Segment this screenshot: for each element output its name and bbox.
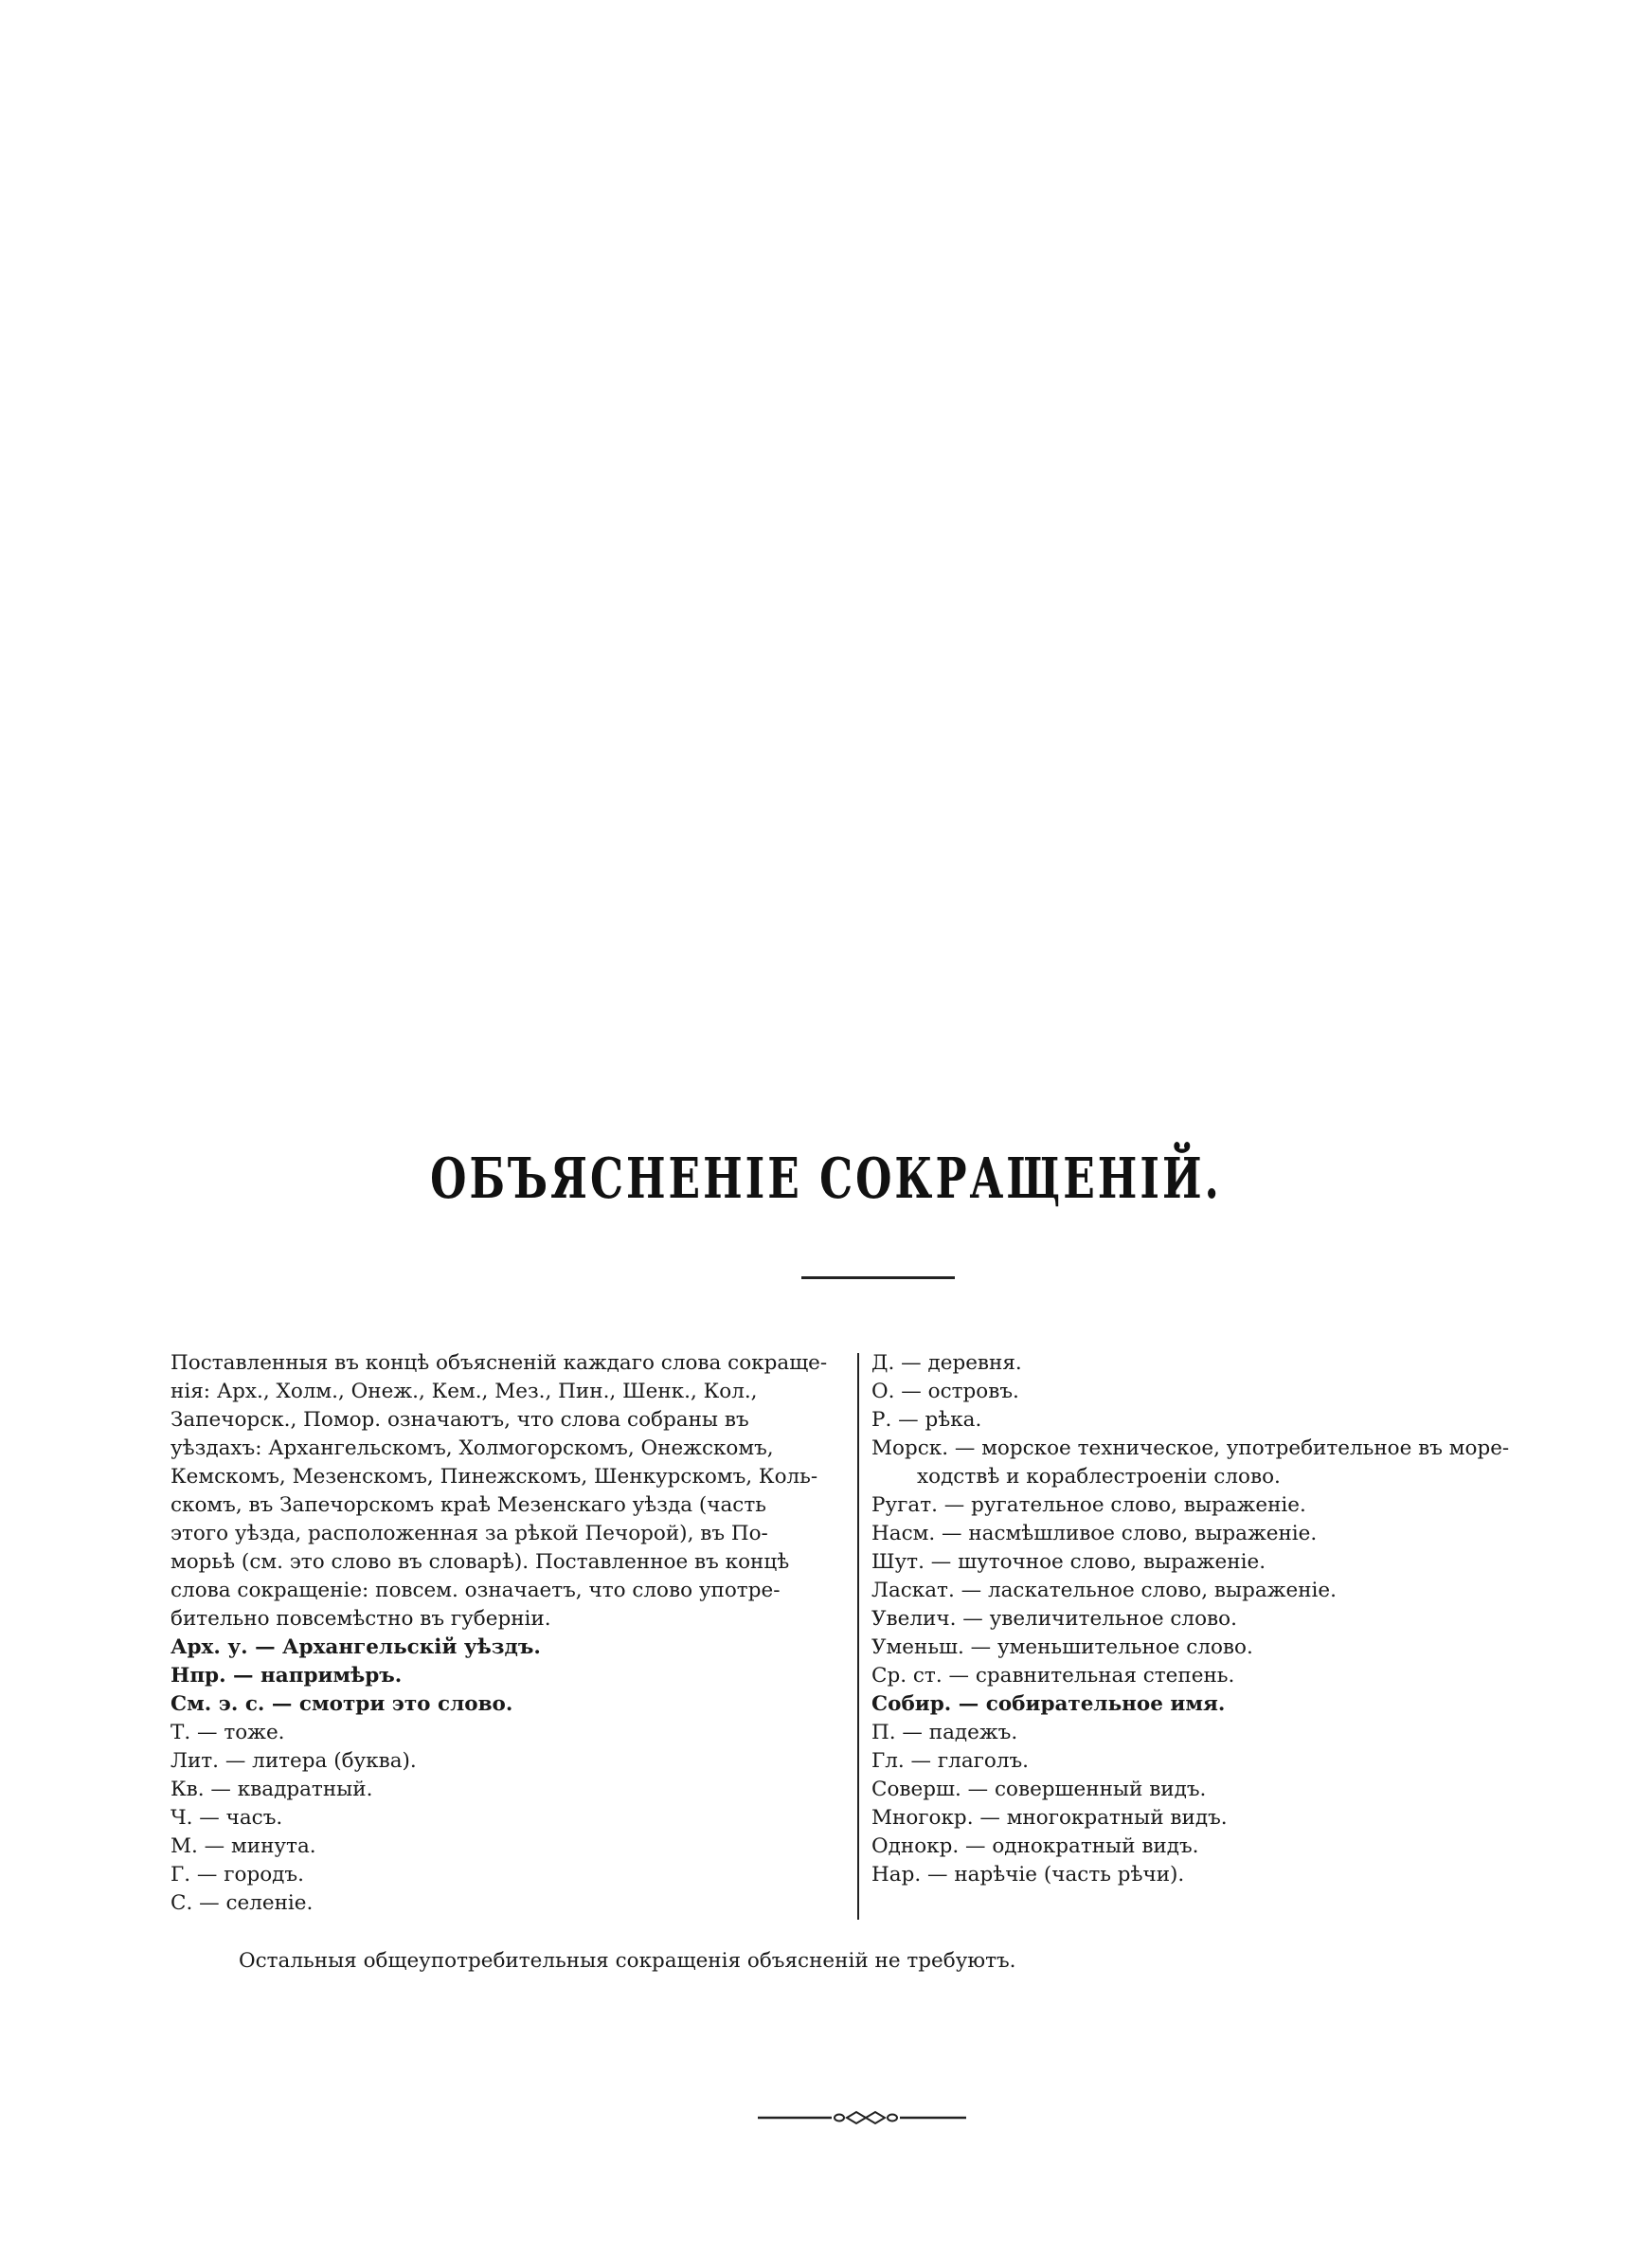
abbrev-entry-continuation: ходствѣ и кораблестроеніи слово. xyxy=(917,1465,1281,1489)
intro-line: Кемскомъ, Мезенскомъ, Пинежскомъ, Шенкурскомъ, Коль- xyxy=(171,1465,818,1489)
abbrev-entry: Ласкат. — ласкательное слово, выраженіе. xyxy=(871,1579,1337,1602)
abbrev-entry: Лит. — литера (буква). xyxy=(171,1749,417,1773)
abbrev-entry: Ругат. — ругательное слово, выраженіе. xyxy=(871,1493,1306,1517)
abbrev-entry: Уменьш. — уменьшительное слово. xyxy=(871,1635,1253,1659)
abbrev-entry: Гл. — глаголъ. xyxy=(871,1749,1030,1773)
intro-line: Запечорск., Помор. означаютъ, что слова собраны въ xyxy=(171,1408,749,1432)
abbrev-entry: Арх. у. — Архангельскій уѣздъ. xyxy=(171,1635,541,1659)
abbrev-entry: Т. — тоже. xyxy=(171,1721,285,1744)
abbrev-entry: Однокр. — однократный видъ. xyxy=(871,1834,1199,1858)
abbrev-entry: Нпр. — напримѣръ. xyxy=(171,1664,403,1688)
page-title: ОБЪЯСНЕНІЕ СОКРАЩЕНІЙ. xyxy=(430,1147,1222,1212)
abbrev-entry: Увелич. — увеличительное слово. xyxy=(871,1607,1237,1631)
abbrev-entry xyxy=(871,1435,1553,1491)
abbrev-entry: Ср. ст. — сравнительная степень. xyxy=(871,1664,1235,1688)
ornament-divider xyxy=(758,2108,966,2127)
abbrev-entry: С. — селеніе. xyxy=(171,1891,314,1915)
abbrev-entry: Р. — рѣка. xyxy=(871,1408,982,1432)
column-divider xyxy=(857,1353,859,1920)
intro-line: нія: Арх., Холм., Онеж., Кем., Мез., Пин., Шенк., Кол., xyxy=(171,1380,758,1403)
intro-line: морьѣ (см. это слово въ словарѣ). Поставленное въ концѣ xyxy=(171,1550,790,1574)
intro-line: Поставленныя въ концѣ объясненій каждаго слова сокраще- xyxy=(171,1351,828,1375)
abbrev-entry: Собир. — собирательное имя. xyxy=(871,1692,1226,1716)
abbrev-entry: М. — минута. xyxy=(171,1834,316,1858)
footnote: Остальныя общеупотребительныя сокращенія объясненій не требуютъ. xyxy=(239,1949,1016,1973)
abbrev-entry: Кв. — квадратный. xyxy=(171,1778,373,1801)
intro-line: слова сокращеніе: повсем. означаетъ, что слово употре- xyxy=(171,1579,781,1602)
abbrev-entry: См. э. с. — смотри это слово. xyxy=(171,1692,513,1716)
abbrev-entry-text: Морск. — морское техническое, употребительное въ море- xyxy=(871,1436,1510,1460)
abbrev-entry: Многокр. — многократный видъ. xyxy=(871,1806,1228,1830)
abbrev-entry: Д. — деревня. xyxy=(871,1351,1022,1375)
intro-line: уѣздахъ: Архангельскомъ, Холмогорскомъ, Онежскомъ, xyxy=(171,1436,774,1460)
abbrev-entry: П. — падежъ. xyxy=(871,1721,1018,1744)
abbrev-entry: Ч. — часъ. xyxy=(171,1806,283,1830)
left-column xyxy=(171,1349,845,1918)
abbrev-entry: Шут. — шуточное слово, выраженіе. xyxy=(871,1550,1266,1574)
abbrev-entry: Нар. — нарѣчіе (часть рѣчи). xyxy=(871,1863,1185,1887)
title-rule xyxy=(801,1276,955,1279)
right-column xyxy=(871,1349,1553,1889)
abbrev-entry: Г. — городъ. xyxy=(171,1863,304,1887)
intro-paragraph xyxy=(171,1349,845,1634)
intro-line: скомъ, въ Запечорскомъ краѣ Мезенскаго уѣзда (часть xyxy=(171,1493,766,1517)
intro-line: бительно повсемѣстно въ губерніи. xyxy=(171,1607,551,1631)
abbrev-entry: Насм. — насмѣшливое слово, выраженіе. xyxy=(871,1522,1318,1545)
abbrev-entry: О. — островъ. xyxy=(871,1380,1019,1403)
intro-line: этого уѣзда, расположенная за рѣкой Печорой), въ По- xyxy=(171,1522,768,1545)
abbrev-entry: Соверш. — совершенный видъ. xyxy=(871,1778,1207,1801)
